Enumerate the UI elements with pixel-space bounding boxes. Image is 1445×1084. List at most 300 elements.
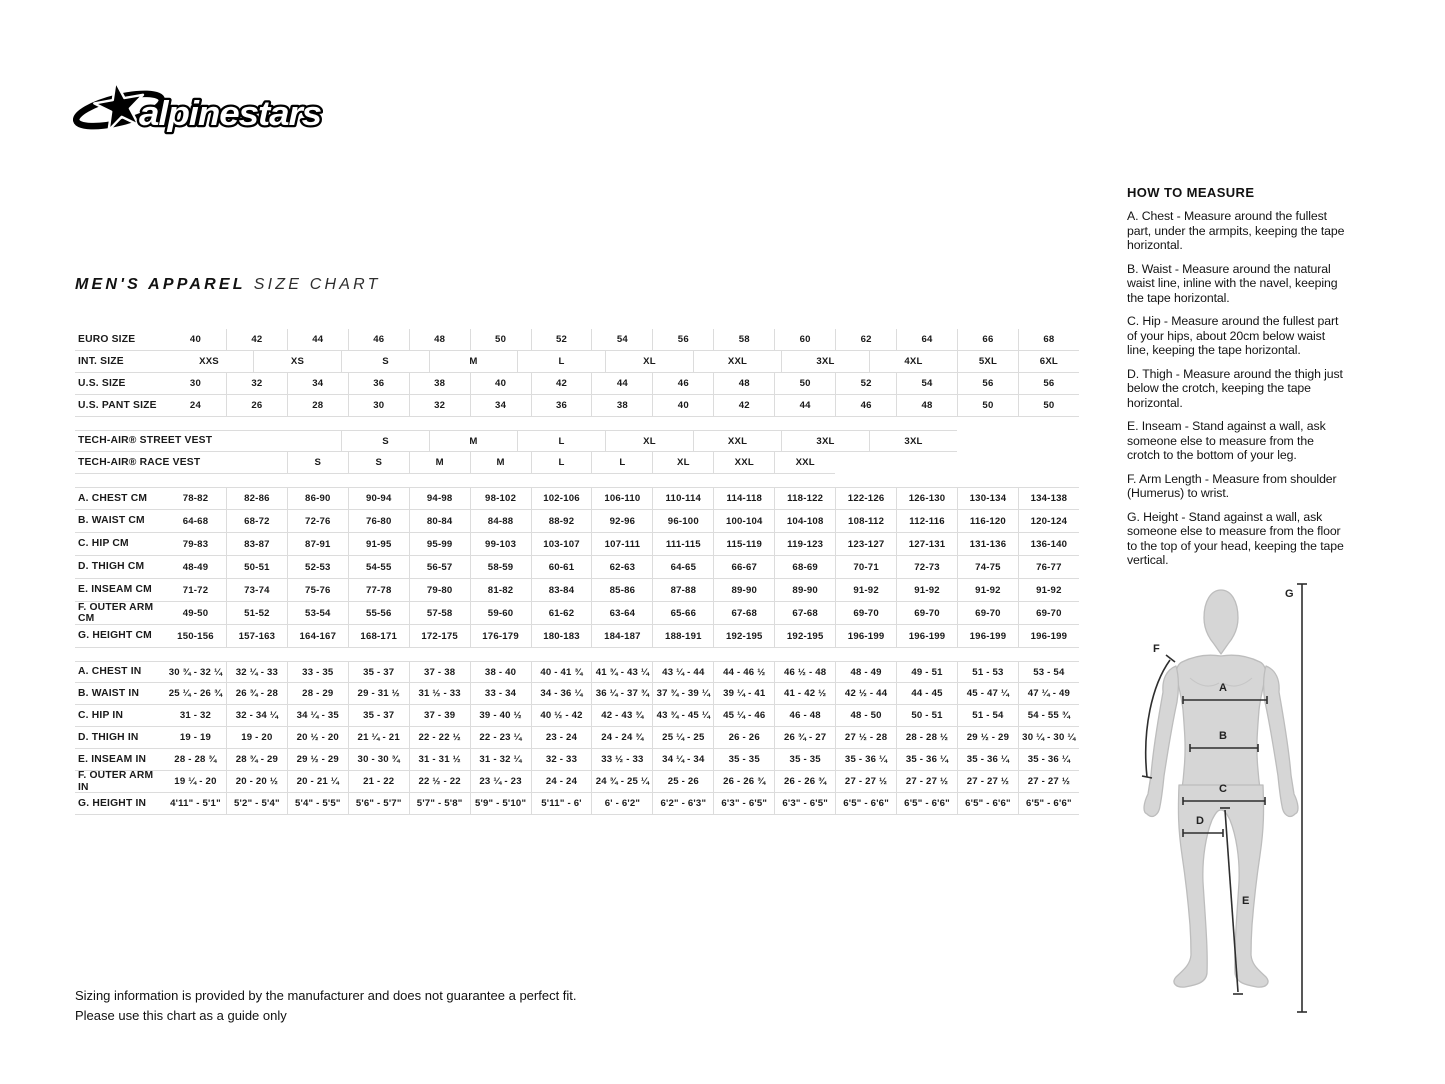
size-cell: 6'2" - 6'3" xyxy=(652,793,713,815)
size-cell: XL xyxy=(652,452,713,474)
size-cell: 157-163 xyxy=(226,625,287,648)
size-cell: 50-51 xyxy=(226,556,287,579)
size-cell: 32 - 34 ¼ xyxy=(226,705,287,727)
size-cell: 34 - 36 ¼ xyxy=(531,683,592,705)
size-cell: 28 - 28 ¾ xyxy=(165,749,226,771)
size-cell: 54-55 xyxy=(348,556,409,579)
table-row-chest-cm xyxy=(75,487,1079,510)
table-gap xyxy=(75,648,1079,661)
size-cell: 42 xyxy=(226,329,287,351)
row-label-inseam-in: E. INSEAM IN xyxy=(75,749,165,771)
row-label-outer-arm-cm: F. OUTER ARM CM xyxy=(75,602,165,625)
size-cell: 60-61 xyxy=(531,556,592,579)
size-cell: 79-83 xyxy=(165,533,226,556)
size-cell: 3XL xyxy=(781,430,869,452)
size-cell: 21 - 22 xyxy=(348,771,409,793)
size-cell: 119-123 xyxy=(774,533,835,556)
size-cell: 27 - 27 ½ xyxy=(896,771,957,793)
size-cell: 44 xyxy=(287,329,348,351)
size-cell: 29 ½ - 29 xyxy=(957,727,1018,749)
cell-tail xyxy=(957,430,1079,452)
size-cell: 43 ¼ - 44 xyxy=(652,661,713,683)
row-label-hip-cm: C. HIP CM xyxy=(75,533,165,556)
size-cell: 30 xyxy=(348,395,409,417)
row-label-height-cm: G. HEIGHT CM xyxy=(75,625,165,648)
size-cell: 111-115 xyxy=(652,533,713,556)
size-cell: 67-68 xyxy=(713,602,774,625)
size-cell: 64 xyxy=(896,329,957,351)
disclaimer xyxy=(75,986,577,1025)
size-cell: 37 ¾ - 39 ¼ xyxy=(652,683,713,705)
table-row-thigh-cm xyxy=(75,556,1079,579)
size-cell: 35 - 37 xyxy=(348,705,409,727)
size-cell: 91-92 xyxy=(896,579,957,602)
size-cell: 44 - 46 ½ xyxy=(713,661,774,683)
size-cell: 26 - 26 ¾ xyxy=(774,771,835,793)
disclaimer-line-1: Sizing information is provided by the manufacturer and does not guarantee a perfect fit. xyxy=(75,988,577,1003)
size-cell: 116-120 xyxy=(957,510,1018,533)
size-cell: 37 - 38 xyxy=(409,661,470,683)
size-cell: 196-199 xyxy=(896,625,957,648)
size-cell: 184-187 xyxy=(591,625,652,648)
size-cell: M xyxy=(470,452,531,474)
size-cell: 88-92 xyxy=(531,510,592,533)
size-cell: 110-114 xyxy=(652,487,713,510)
size-cell: 104-108 xyxy=(774,510,835,533)
size-cell: 6XL xyxy=(1018,351,1079,373)
size-cell: 39 - 40 ½ xyxy=(470,705,531,727)
row-label-int-size: INT. SIZE xyxy=(75,351,165,373)
size-cell: XL xyxy=(605,351,693,373)
size-cell: 6'3" - 6'5" xyxy=(713,793,774,815)
size-cell: 46 xyxy=(835,395,896,417)
row-label-height-in: G. HEIGHT IN xyxy=(75,793,165,815)
size-cell: 27 - 27 ½ xyxy=(835,771,896,793)
size-cell: 120-124 xyxy=(1018,510,1079,533)
row-cells xyxy=(165,683,1079,705)
table-row-inseam-cm xyxy=(75,579,1079,602)
size-cell: 34 xyxy=(287,373,348,395)
size-cell: XL xyxy=(605,430,693,452)
size-cell: 78-82 xyxy=(165,487,226,510)
size-cell: 36 xyxy=(531,395,592,417)
size-cell: XXL xyxy=(693,430,781,452)
size-cell: 24 xyxy=(165,395,226,417)
row-cells xyxy=(165,661,1079,683)
size-cell: 62 xyxy=(835,329,896,351)
size-cell: 33 - 35 xyxy=(287,661,348,683)
size-cell: 50 xyxy=(774,373,835,395)
size-cell: 26 xyxy=(226,395,287,417)
size-chart-table xyxy=(75,329,1079,815)
size-cell: 25 ¼ - 25 xyxy=(652,727,713,749)
size-cell: S xyxy=(348,452,409,474)
size-cell: 46 xyxy=(652,373,713,395)
size-cell: 196-199 xyxy=(957,625,1018,648)
size-cell: 22 - 22 ½ xyxy=(409,727,470,749)
size-cell: 30 ¼ - 30 ¼ xyxy=(1018,727,1079,749)
size-cell: M xyxy=(429,351,517,373)
size-cell: 46 - 48 xyxy=(774,705,835,727)
size-cell: L xyxy=(591,452,652,474)
size-cell: 38 xyxy=(409,373,470,395)
size-cell: 29 ½ - 29 xyxy=(287,749,348,771)
size-cell: 54 xyxy=(896,373,957,395)
size-cell: 100-104 xyxy=(713,510,774,533)
size-cell: 66-67 xyxy=(713,556,774,579)
size-cell: 5'11" - 6' xyxy=(531,793,592,815)
size-cell: 29 - 31 ½ xyxy=(348,683,409,705)
size-cell: 55-56 xyxy=(348,602,409,625)
size-cell: 168-171 xyxy=(348,625,409,648)
row-label-tech-air-race-vest: TECH-AIR® RACE VEST xyxy=(75,452,165,474)
size-cell: L xyxy=(517,351,605,373)
size-cell: 83-87 xyxy=(226,533,287,556)
size-cell: 23 - 24 xyxy=(531,727,592,749)
row-label-inseam-cm: E. INSEAM CM xyxy=(75,579,165,602)
size-cell: 51 - 54 xyxy=(957,705,1018,727)
row-label-euro-size: EURO SIZE xyxy=(75,329,165,351)
size-cell: 19 - 19 xyxy=(165,727,226,749)
row-cells xyxy=(165,373,1079,395)
size-cell: 26 - 26 ¾ xyxy=(713,771,774,793)
size-cell: 21 ¼ - 21 xyxy=(348,727,409,749)
size-cell: 64-65 xyxy=(652,556,713,579)
row-cells xyxy=(165,533,1079,556)
row-cells xyxy=(165,579,1079,602)
size-cell: 26 ¾ - 27 xyxy=(774,727,835,749)
size-cell: 136-140 xyxy=(1018,533,1079,556)
size-cell: 180-183 xyxy=(531,625,592,648)
size-cell: 40 xyxy=(470,373,531,395)
size-cell: 75-76 xyxy=(287,579,348,602)
row-label-outer-arm-in: F. OUTER ARM IN xyxy=(75,771,165,793)
size-cell: 106-110 xyxy=(591,487,652,510)
row-label-thigh-in: D. THIGH IN xyxy=(75,727,165,749)
size-cell: 50 xyxy=(1018,395,1079,417)
size-cell: 69-70 xyxy=(1018,602,1079,625)
size-cell: 96-100 xyxy=(652,510,713,533)
size-cell: 58-59 xyxy=(470,556,531,579)
size-cell: 76-77 xyxy=(1018,556,1079,579)
size-cell: 68-72 xyxy=(226,510,287,533)
size-cell: 49 - 51 xyxy=(896,661,957,683)
size-cell: 68 xyxy=(1018,329,1079,351)
size-cell: 24 - 24 ¾ xyxy=(591,727,652,749)
size-cell: 90-94 xyxy=(348,487,409,510)
size-cell: 46 ½ - 48 xyxy=(774,661,835,683)
size-cell: 66 xyxy=(957,329,1018,351)
table-row-outer-arm-in xyxy=(75,771,1079,793)
size-cell: 65-66 xyxy=(652,602,713,625)
size-cell: 79-80 xyxy=(409,579,470,602)
size-cell: 84-88 xyxy=(470,510,531,533)
row-cells xyxy=(165,351,1079,373)
size-cell: 6'3" - 6'5" xyxy=(774,793,835,815)
size-cell: 22 ½ - 22 xyxy=(409,771,470,793)
size-cell: 35 - 36 ¼ xyxy=(957,749,1018,771)
size-cell: 45 ¼ - 46 xyxy=(713,705,774,727)
size-cell: 28 xyxy=(287,395,348,417)
brand-wordmark: alpinestars xyxy=(139,95,322,133)
size-cell: 150-156 xyxy=(165,625,226,648)
table-row-tech-air-street-vest xyxy=(75,430,1079,452)
size-cell: 4XL xyxy=(869,351,957,373)
size-cell: 5'4" - 5'5" xyxy=(287,793,348,815)
size-cell: 52 xyxy=(835,373,896,395)
size-cell: 59-60 xyxy=(470,602,531,625)
size-cell: 41 ¾ - 43 ¼ xyxy=(591,661,652,683)
size-cell: 91-92 xyxy=(957,579,1018,602)
size-cell: 20 - 20 ½ xyxy=(226,771,287,793)
size-cell: 26 - 26 xyxy=(713,727,774,749)
size-cell: 164-167 xyxy=(287,625,348,648)
size-cell: 44 - 45 xyxy=(896,683,957,705)
row-cells xyxy=(165,771,1079,793)
size-cell: 4'11" - 5'1" xyxy=(165,793,226,815)
size-cell: 43 ¾ - 45 ¼ xyxy=(652,705,713,727)
size-cell: 32 xyxy=(409,395,470,417)
size-cell: 6'5" - 6'6" xyxy=(1018,793,1079,815)
row-label-us-pant-size: U.S. PANT SIZE xyxy=(75,395,165,417)
size-cell: 31 - 32 ¼ xyxy=(470,749,531,771)
size-cell: 74-75 xyxy=(957,556,1018,579)
size-cell: 34 ¼ - 35 xyxy=(287,705,348,727)
size-cell: 50 xyxy=(470,329,531,351)
table-row-hip-in xyxy=(75,705,1079,727)
table-gap xyxy=(75,474,1079,487)
row-label-us-size: U.S. SIZE xyxy=(75,373,165,395)
size-cell: 35 - 36 ¼ xyxy=(835,749,896,771)
size-cell: 35 - 37 xyxy=(348,661,409,683)
size-cell: 48 - 50 xyxy=(835,705,896,727)
size-cell: 63-64 xyxy=(591,602,652,625)
row-label-waist-cm: B. WAIST CM xyxy=(75,510,165,533)
size-cell: 48 - 49 xyxy=(835,661,896,683)
size-cell: 62-63 xyxy=(591,556,652,579)
size-cell: 46 xyxy=(348,329,409,351)
size-cell: 34 ¼ - 34 xyxy=(652,749,713,771)
label-d: D xyxy=(1196,815,1204,827)
size-cell: 130-134 xyxy=(957,487,1018,510)
label-e: E xyxy=(1242,895,1250,907)
size-cell: 73-74 xyxy=(226,579,287,602)
measure-instruction-height: G. Height - Stand against a wall, ask someone else to measure from the floor to the top of your head, keeping the tape vertical. xyxy=(1127,509,1344,567)
row-cells xyxy=(165,793,1079,815)
size-cell: 19 ¼ - 20 xyxy=(165,771,226,793)
table-row-inseam-in xyxy=(75,749,1079,771)
row-cells xyxy=(165,430,1079,452)
size-cell: 134-138 xyxy=(1018,487,1079,510)
measure-instruction-inseam: E. Inseam - Stand against a wall, ask someone else to measure from the crotch to the bottom of your leg. xyxy=(1127,419,1326,462)
table-row-chest-in xyxy=(75,661,1079,683)
size-cell: 20 - 21 ¼ xyxy=(287,771,348,793)
size-cell: 188-191 xyxy=(652,625,713,648)
size-cell: 112-116 xyxy=(896,510,957,533)
page-title-main: MEN'S APPAREL xyxy=(75,276,246,293)
size-cell: 6'5" - 6'6" xyxy=(957,793,1018,815)
size-cell: 95-99 xyxy=(409,533,470,556)
size-cell: 196-199 xyxy=(835,625,896,648)
size-cell: 126-130 xyxy=(896,487,957,510)
size-cell: 69-70 xyxy=(957,602,1018,625)
label-b: B xyxy=(1219,730,1227,742)
size-cell: XXL xyxy=(693,351,781,373)
size-cell: 42 xyxy=(713,395,774,417)
size-cell: 86-90 xyxy=(287,487,348,510)
disclaimer-line-2: Please use this chart as a guide only xyxy=(75,1007,287,1023)
size-cell: 52 xyxy=(531,329,592,351)
page-title-sub: SIZE CHART xyxy=(253,276,381,293)
size-cell: 52-53 xyxy=(287,556,348,579)
size-cell: 47 ¼ - 49 xyxy=(1018,683,1079,705)
alpinestars-logo xyxy=(73,80,323,135)
size-cell: 3XL xyxy=(869,430,957,452)
size-cell: 61-62 xyxy=(531,602,592,625)
size-cell: 32 - 33 xyxy=(531,749,592,771)
size-cell: 27 ½ - 28 xyxy=(835,727,896,749)
size-cell: M xyxy=(429,430,517,452)
size-cell: 28 ¾ - 29 xyxy=(226,749,287,771)
body-measurement-diagram xyxy=(1130,570,1445,1030)
size-cell: 38 - 40 xyxy=(470,661,531,683)
size-cell: 49-50 xyxy=(165,602,226,625)
size-cell: 91-95 xyxy=(348,533,409,556)
size-cell: 48 xyxy=(713,373,774,395)
size-cell: 22 - 23 ¼ xyxy=(470,727,531,749)
size-cell: 118-122 xyxy=(774,487,835,510)
size-cell: 34 xyxy=(470,395,531,417)
table-row-waist-cm xyxy=(75,510,1079,533)
size-cell: 23 ¼ - 23 xyxy=(470,771,531,793)
row-cells xyxy=(165,727,1079,749)
size-cell: 27 - 27 ½ xyxy=(1018,771,1079,793)
size-cell: 54 - 55 ¾ xyxy=(1018,705,1079,727)
size-cell: 196-199 xyxy=(1018,625,1079,648)
size-cell: 70-71 xyxy=(835,556,896,579)
row-cells xyxy=(165,487,1079,510)
size-cell: 64-68 xyxy=(165,510,226,533)
size-cell: 56 xyxy=(1018,373,1079,395)
table-row-height-in xyxy=(75,793,1079,815)
size-cell: 5'7" - 5'8" xyxy=(409,793,470,815)
size-cell: 82-86 xyxy=(226,487,287,510)
size-cell: 54 xyxy=(591,329,652,351)
table-gap xyxy=(75,417,1079,430)
size-cell: 35 - 36 ¼ xyxy=(1018,749,1079,771)
table-row-tech-air-race-vest xyxy=(75,452,1079,474)
how-to-measure-heading: HOW TO MEASURE xyxy=(1127,185,1255,200)
table-row-int-size xyxy=(75,351,1079,373)
size-cell: 89-90 xyxy=(774,579,835,602)
size-cell: 30 xyxy=(165,373,226,395)
size-cell: 24 - 24 xyxy=(531,771,592,793)
size-cell: 24 ¾ - 25 ¼ xyxy=(591,771,652,793)
size-cell: 3XL xyxy=(781,351,869,373)
size-cell: 26 ¾ - 28 xyxy=(226,683,287,705)
size-cell: 48 xyxy=(409,329,470,351)
row-cells xyxy=(165,602,1079,625)
size-cell: 114-118 xyxy=(713,487,774,510)
row-cells xyxy=(165,625,1079,648)
size-cell: 91-92 xyxy=(1018,579,1079,602)
table-row-us-size xyxy=(75,373,1079,395)
size-cell: 68-69 xyxy=(774,556,835,579)
size-cell: 38 xyxy=(591,395,652,417)
row-cells xyxy=(165,452,1079,474)
size-cell: 57-58 xyxy=(409,602,470,625)
size-cell: L xyxy=(517,430,605,452)
size-cell: 35 - 35 xyxy=(774,749,835,771)
size-cell: 60 xyxy=(774,329,835,351)
size-cell: 32 xyxy=(226,373,287,395)
size-cell: 50 xyxy=(957,395,1018,417)
size-cell: 69-70 xyxy=(835,602,896,625)
size-cell: 115-119 xyxy=(713,533,774,556)
table-row-waist-in xyxy=(75,683,1079,705)
size-cell: S xyxy=(287,452,348,474)
size-cell: 176-179 xyxy=(470,625,531,648)
size-cell: 94-98 xyxy=(409,487,470,510)
size-cell: 80-84 xyxy=(409,510,470,533)
size-cell: 91-92 xyxy=(835,579,896,602)
size-cell: 76-80 xyxy=(348,510,409,533)
size-cell: 40 xyxy=(652,395,713,417)
size-cell: 92-96 xyxy=(591,510,652,533)
size-cell: 20 ½ - 20 xyxy=(287,727,348,749)
size-cell: 51-52 xyxy=(226,602,287,625)
size-cell: 103-107 xyxy=(531,533,592,556)
size-cell: 42 - 43 ¾ xyxy=(591,705,652,727)
size-cell: 44 xyxy=(774,395,835,417)
size-cell: XXL xyxy=(774,452,835,474)
size-cell: 56 xyxy=(957,373,1018,395)
row-cells xyxy=(165,395,1079,417)
size-cell: 108-112 xyxy=(835,510,896,533)
row-cells xyxy=(165,749,1079,771)
row-label-chest-in: A. CHEST IN xyxy=(75,661,165,683)
label-f: F xyxy=(1153,643,1160,655)
table-row-outer-arm-cm xyxy=(75,602,1079,625)
measure-instruction-hip: C. Hip - Measure around the fullest part of your hips, about 20cm below waist line, keeping the tape horizontal. xyxy=(1127,314,1339,357)
size-cell: S xyxy=(341,351,429,373)
size-cell: 28 - 29 xyxy=(287,683,348,705)
size-cell: 25 ¼ - 26 ¾ xyxy=(165,683,226,705)
row-label-chest-cm: A. CHEST CM xyxy=(75,487,165,510)
size-cell: 53 - 54 xyxy=(1018,661,1079,683)
size-cell: 48 xyxy=(896,395,957,417)
size-cell: 33 ½ - 33 xyxy=(591,749,652,771)
page-title xyxy=(75,276,381,294)
size-cell: 102-106 xyxy=(531,487,592,510)
size-cell: 50 - 51 xyxy=(896,705,957,727)
size-cell: M xyxy=(409,452,470,474)
label-g: G xyxy=(1285,588,1294,600)
size-cell: 127-131 xyxy=(896,533,957,556)
size-cell: XS xyxy=(253,351,341,373)
row-cells xyxy=(165,705,1079,727)
size-cell: 122-126 xyxy=(835,487,896,510)
size-cell: 87-88 xyxy=(652,579,713,602)
size-cell: L xyxy=(531,452,592,474)
size-cell: 31 ½ - 33 xyxy=(409,683,470,705)
size-cell: 87-91 xyxy=(287,533,348,556)
size-cell: 48-49 xyxy=(165,556,226,579)
size-cell: 5'9" - 5'10" xyxy=(470,793,531,815)
size-cell: 6'5" - 6'6" xyxy=(835,793,896,815)
table-row-euro-size xyxy=(75,329,1079,351)
table-row-hip-cm xyxy=(75,533,1079,556)
